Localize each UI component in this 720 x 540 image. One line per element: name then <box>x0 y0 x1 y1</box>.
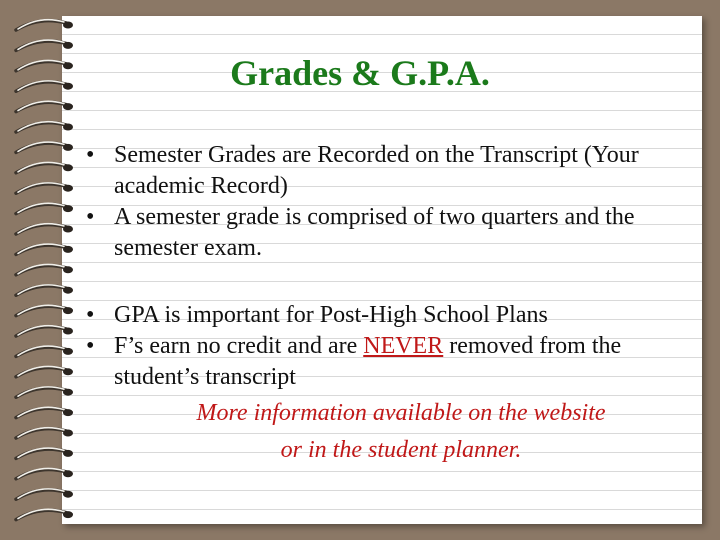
bullet-item <box>86 140 696 202</box>
binding-ring <box>16 264 73 274</box>
bullet-text: A semester grade is comprised of two quarters and the semester exam. <box>114 204 635 261</box>
binding-ring <box>16 203 73 213</box>
bullet-list-2 <box>86 300 696 393</box>
binding-ring <box>16 183 73 193</box>
binding-ring <box>16 20 73 30</box>
binding-ring <box>16 366 73 376</box>
bullet-icon: • <box>86 204 95 230</box>
bullet-list-1 <box>86 140 696 264</box>
binding-ring <box>16 346 73 356</box>
binding-ring <box>16 244 73 254</box>
binding-ring <box>16 468 73 478</box>
never-emphasis: NEVER <box>363 333 444 359</box>
bullet-icon: • <box>86 142 95 168</box>
binding-ring <box>16 407 73 417</box>
slide-content <box>86 140 696 469</box>
bullet-item <box>86 331 696 393</box>
binding-ring <box>16 428 73 438</box>
binding-ring <box>16 387 73 397</box>
binding-ring <box>16 326 73 336</box>
spacer <box>86 264 696 300</box>
binding-ring <box>16 162 73 172</box>
binding-ring <box>16 122 73 132</box>
binding-ring <box>16 101 73 111</box>
bullet-item <box>86 300 696 331</box>
bullet-icon: • <box>86 302 95 328</box>
binding-ring <box>16 509 73 519</box>
bullet-text: Semester Grades are Recorded on the Transcript (Your academic Record) <box>114 142 639 199</box>
bullet-item <box>86 202 696 264</box>
binding-ring <box>16 40 73 50</box>
bullet-text-before: F’s earn no credit and are <box>114 333 364 359</box>
binding-ring <box>16 448 73 458</box>
binding-ring <box>16 305 73 315</box>
bullet-text-after: removed from the student’s transcript <box>114 333 622 390</box>
binding-ring <box>16 224 73 234</box>
bullet-icon: • <box>86 333 95 359</box>
info-note-line-1: More information available on the website <box>196 400 606 426</box>
info-note-line-2: or in the student planner. <box>280 437 522 463</box>
binding-ring <box>16 142 73 152</box>
binding-ring <box>16 285 73 295</box>
info-note <box>86 395 696 469</box>
slide-title: Grades & G.P.A. <box>230 53 490 93</box>
bullet-text: GPA is important for Post-High School Plans <box>114 302 548 328</box>
binding-ring <box>16 489 73 499</box>
